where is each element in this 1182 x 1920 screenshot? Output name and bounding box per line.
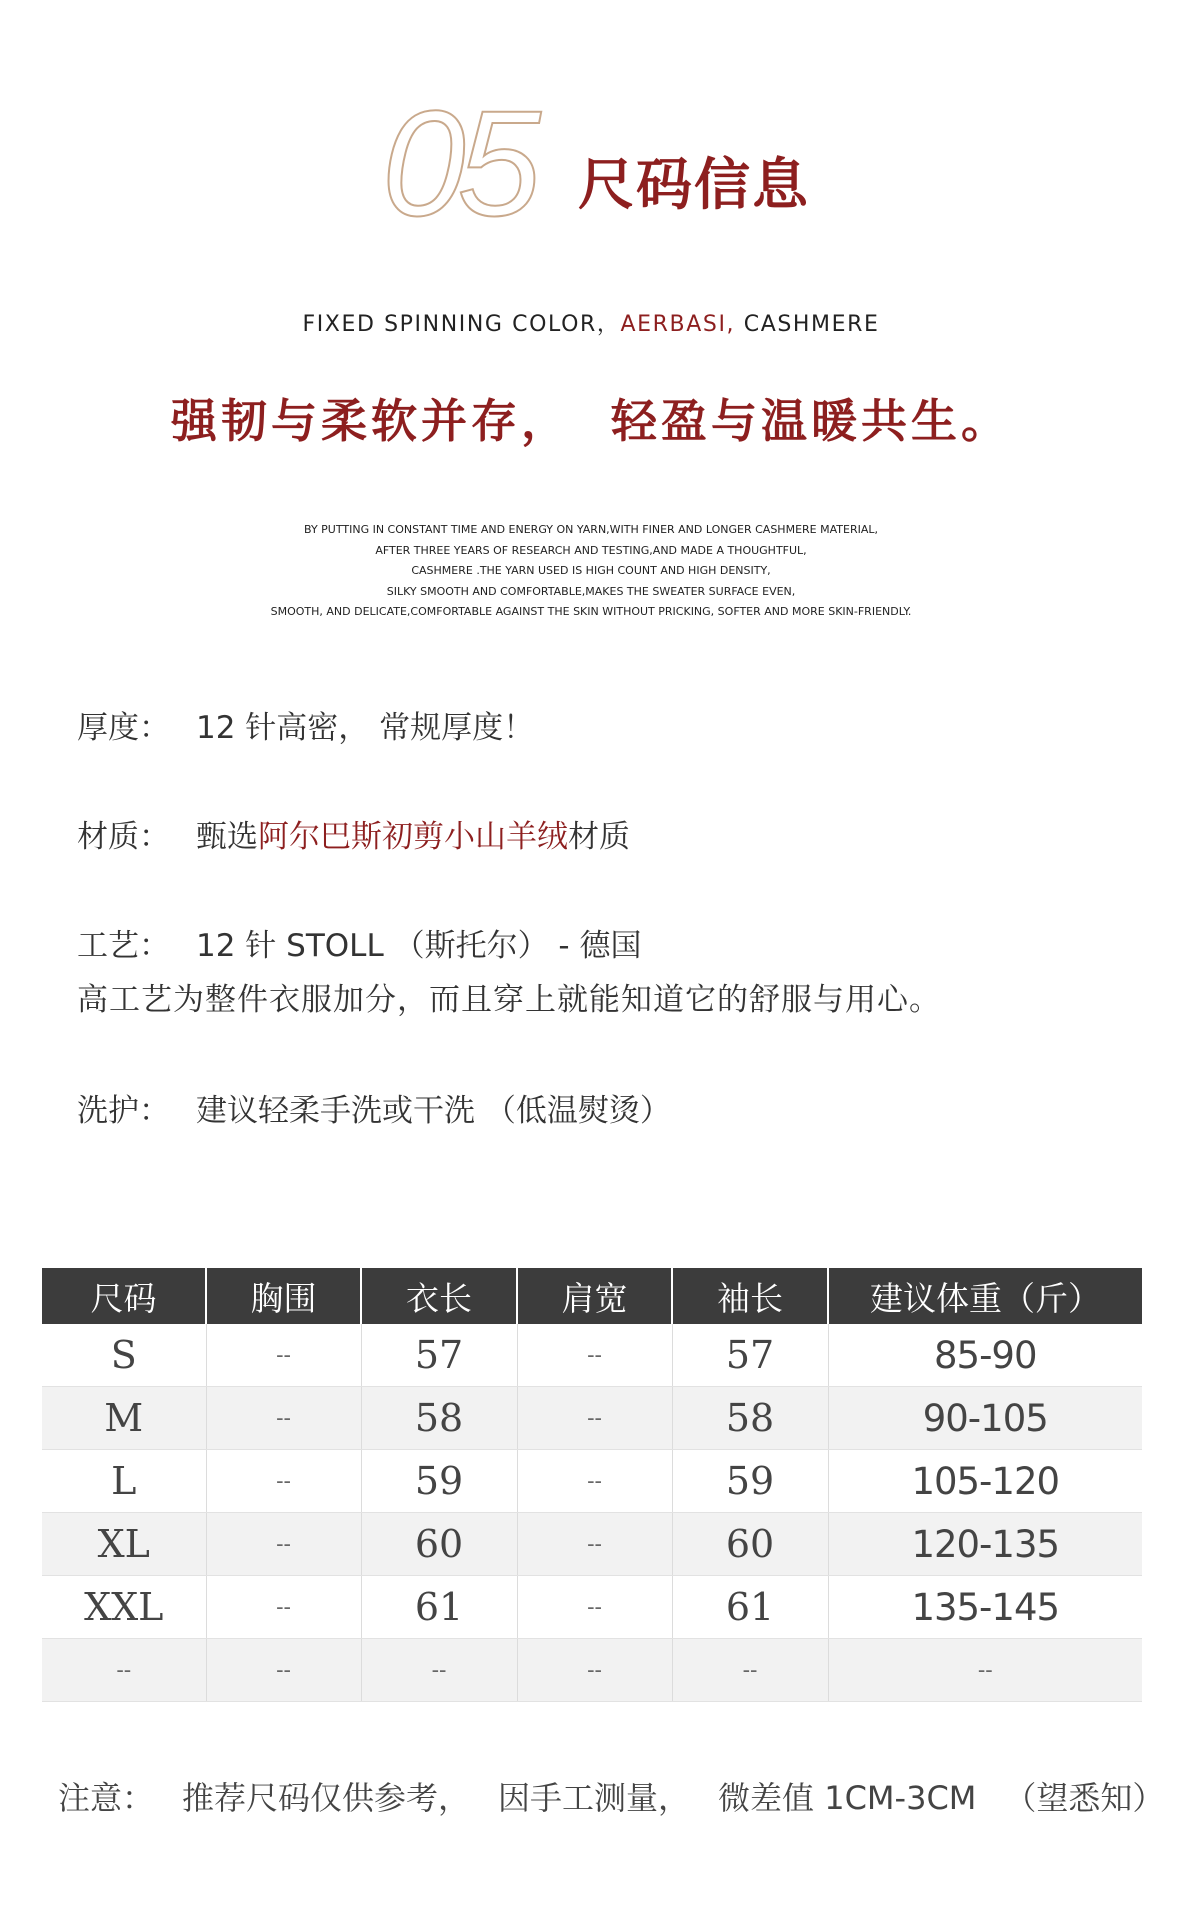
page-title: 尺码信息	[578, 153, 810, 218]
slogan-part-2: 轻盈与温暖共生。	[611, 394, 1011, 448]
size-table	[42, 1268, 1142, 1702]
cell-weight: 105-120	[828, 1450, 1142, 1513]
cell-chest: --	[206, 1513, 361, 1576]
header-chest: 胸围	[206, 1268, 361, 1324]
subtitle-brand: AERBASI,	[620, 312, 736, 337]
cell-length: 57	[361, 1324, 517, 1387]
header-shoulder: 肩宽	[517, 1268, 672, 1324]
section-number-05	[378, 75, 578, 235]
cell-sleeve: 60	[672, 1513, 828, 1576]
cell-shoulder: --	[517, 1639, 672, 1702]
cell-shoulder: --	[517, 1513, 672, 1576]
svg-text:05: 05	[382, 79, 533, 235]
cell-sleeve: 59	[672, 1450, 828, 1513]
table-row	[42, 1387, 1142, 1450]
cell-chest: --	[206, 1576, 361, 1639]
spec-care-label: 洗护：	[77, 1093, 170, 1129]
table-row	[42, 1576, 1142, 1639]
note-part-2: 因手工测量，	[498, 1779, 691, 1817]
cell-shoulder: --	[517, 1576, 672, 1639]
subtitle-part-1: FIXED SPINNING COLOR，	[302, 312, 621, 337]
cell-weight: 90-105	[828, 1387, 1142, 1450]
cell-size: M	[42, 1387, 206, 1450]
spec-material	[77, 819, 630, 855]
subtitle-part-3: CASHMERE	[735, 312, 880, 337]
table-row	[42, 1513, 1142, 1576]
header-size: 尺码	[42, 1268, 206, 1324]
spec-craft-detail: 高工艺为整件衣服加分，而且穿上就能知道它的舒服与用心。	[77, 982, 941, 1018]
cell-chest: --	[206, 1387, 361, 1450]
cell-chest: --	[206, 1450, 361, 1513]
table-row	[42, 1324, 1142, 1387]
spec-craft-value: 12 针 STOLL （斯托尔） - 德国	[196, 928, 642, 964]
header-weight: 建议体重（斤）	[828, 1268, 1142, 1324]
spec-care	[77, 1093, 671, 1129]
spec-material-value-after: 材质	[568, 819, 630, 855]
cell-size: --	[42, 1639, 206, 1702]
cell-sleeve: 57	[672, 1324, 828, 1387]
slogan-part-1: 强韧与柔软并存，	[171, 394, 571, 448]
slogan	[0, 394, 1182, 448]
subtitle-english	[0, 314, 1182, 336]
spec-material-highlight: 阿尔巴斯初剪小山羊绒	[258, 819, 568, 855]
description-line: CASHMERE .THE YARN USED IS HIGH COUNT AND HIGH DENSITY,	[411, 564, 771, 578]
cell-weight: --	[828, 1639, 1142, 1702]
cell-shoulder: --	[517, 1324, 672, 1387]
cell-chest: --	[206, 1324, 361, 1387]
cell-length: 61	[361, 1576, 517, 1639]
note-part-1: 推荐尺码仅供参考，	[182, 1779, 471, 1817]
note-part-4: （望悉知）	[1004, 1779, 1165, 1817]
size-note	[58, 1779, 1165, 1817]
cell-size: L	[42, 1450, 206, 1513]
cell-sleeve: --	[672, 1639, 828, 1702]
spec-thickness-value: 12 针高密， 常规厚度！	[196, 710, 535, 746]
cell-length: 58	[361, 1387, 517, 1450]
cell-weight: 120-135	[828, 1513, 1142, 1576]
note-label: 注意：	[58, 1779, 155, 1817]
description-line: SMOOTH, AND DELICATE,COMFORTABLE AGAINST THE SKIN WITHOUT PRICKING, SOFTER AND MORE SKIN-FRIENDLY.	[270, 605, 912, 619]
cell-length: 60	[361, 1513, 517, 1576]
size-table-header-row	[42, 1268, 1142, 1324]
spec-care-value: 建议轻柔手洗或干洗 （低温熨烫）	[196, 1093, 671, 1129]
cell-weight: 85-90	[828, 1324, 1142, 1387]
cell-length: --	[361, 1639, 517, 1702]
cell-sleeve: 58	[672, 1387, 828, 1450]
header-sleeve: 袖长	[672, 1268, 828, 1324]
cell-weight: 135-145	[828, 1576, 1142, 1639]
cell-size: XL	[42, 1513, 206, 1576]
table-row	[42, 1639, 1142, 1702]
table-row	[42, 1450, 1142, 1513]
description-paragraph	[0, 520, 1182, 623]
spec-thickness-label: 厚度：	[77, 710, 170, 746]
spec-material-value-before: 甄选	[196, 819, 258, 855]
spec-thickness	[77, 710, 535, 746]
cell-sleeve: 61	[672, 1576, 828, 1639]
cell-size: XXL	[42, 1576, 206, 1639]
cell-shoulder: --	[517, 1450, 672, 1513]
spec-material-label: 材质：	[77, 819, 170, 855]
description-line: BY PUTTING IN CONSTANT TIME AND ENERGY ON YARN,WITH FINER AND LONGER CASHMERE MATERIAL,	[304, 523, 878, 536]
cell-size: S	[42, 1324, 206, 1387]
cell-shoulder: --	[517, 1387, 672, 1450]
spec-craft-label: 工艺：	[77, 928, 170, 964]
spec-craft	[77, 928, 642, 964]
cell-length: 59	[361, 1450, 517, 1513]
cell-chest: --	[206, 1639, 361, 1702]
header-length: 衣长	[361, 1268, 517, 1324]
description-line: SILKY SMOOTH AND COMFORTABLE,MAKES THE SWEATER SURFACE EVEN,	[386, 584, 796, 598]
note-part-3: 微差值 1CM-3CM	[718, 1779, 977, 1817]
description-line: AFTER THREE YEARS OF RESEARCH AND TESTING,AND MADE A THOUGHTFUL,	[375, 543, 807, 557]
